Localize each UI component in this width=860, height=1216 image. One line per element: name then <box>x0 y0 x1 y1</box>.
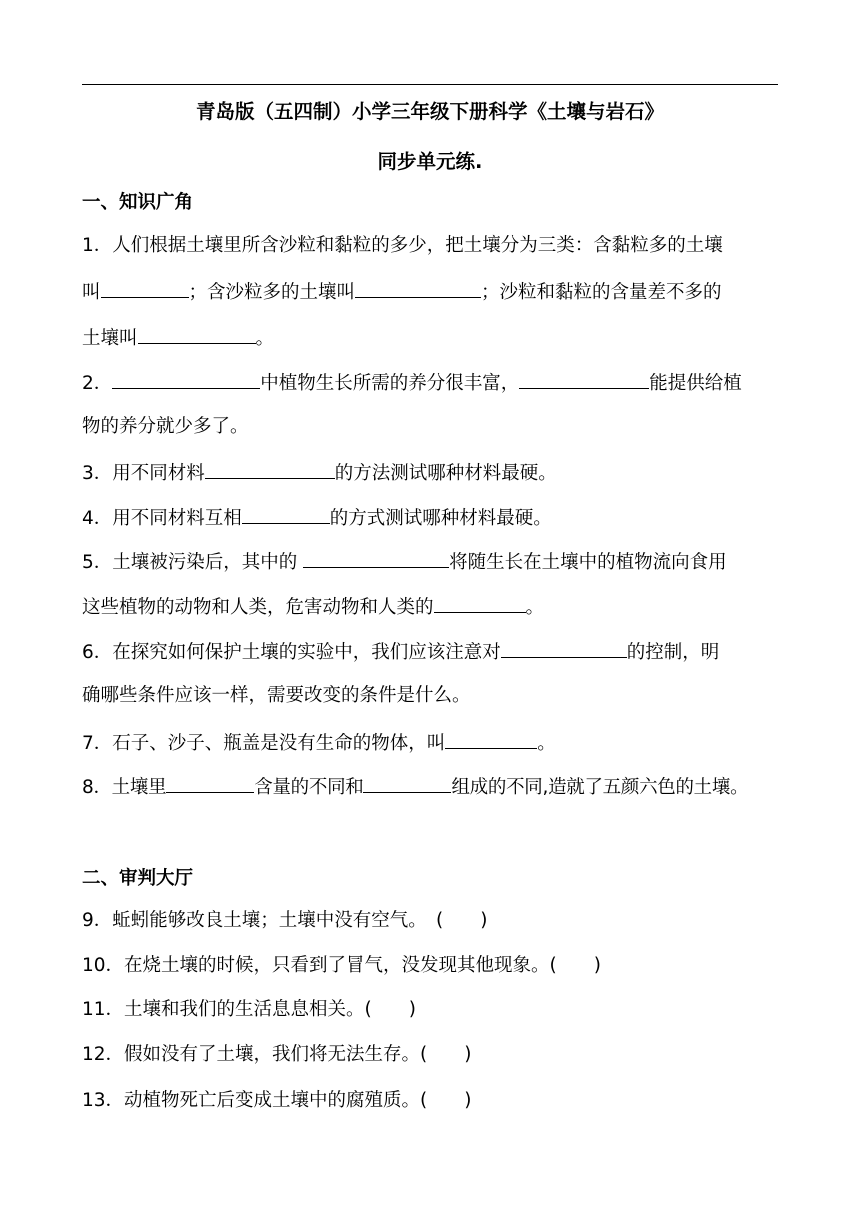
question-10: 10．在烧土壤的时候，只看到了冒气，没发现其他现象。( ) <box>82 955 601 976</box>
question-1-line-3: 土壤叫 。 <box>82 325 274 351</box>
question-5-line-1: 5．土壤被污染后，其中的 将随生长在土壤中的植物流向食用 <box>82 549 727 575</box>
answer-blank[interactable] <box>166 774 254 793</box>
question-11: 11．土壤和我们的生活息息相关。( ) <box>82 999 416 1020</box>
header-rule <box>82 84 778 85</box>
question-7: 7．石子、沙子、瓶盖是没有生命的物体，叫 。 <box>82 730 556 756</box>
answer-blank[interactable] <box>205 460 335 479</box>
document-subtitle: 同步单元练. <box>377 150 483 173</box>
answer-blank[interactable] <box>355 279 481 298</box>
document-title: 青岛版（五四制）小学三年级下册科学《土壤与岩石》 <box>195 100 664 123</box>
answer-blank[interactable] <box>501 639 627 658</box>
question-12: 12．假如没有了土壤，我们将无法生存。( ) <box>82 1044 472 1065</box>
answer-blank[interactable] <box>434 594 526 613</box>
question-13: 13．动植物死亡后变成土壤中的腐殖质。( ) <box>82 1090 472 1111</box>
question-6-line-1: 6．在探究如何保护土壤的实验中，我们应该注意对 的控制，明 <box>82 639 719 665</box>
answer-blank[interactable] <box>363 774 451 793</box>
answer-blank[interactable] <box>101 279 189 298</box>
question-9: 9．蚯蚓能够改良土壤；土壤中没有空气。 ( ) <box>82 910 488 931</box>
answer-blank[interactable] <box>112 370 260 389</box>
answer-blank[interactable] <box>445 730 537 749</box>
question-5-line-2: 这些植物的动物和人类，危害动物和人类的 。 <box>82 594 544 620</box>
answer-blank[interactable] <box>303 549 449 568</box>
answer-blank[interactable] <box>138 325 256 344</box>
question-6-line-2: 确哪些条件应该一样，需要改变的条件是什么。 <box>82 685 471 706</box>
question-1-line-2: 叫 ；含沙粒多的土壤叫 ；沙粒和黏粒的含量差不多的 <box>82 279 722 305</box>
question-2-line-1: 2． 中植物生长所需的养分很丰富， 能提供给植 <box>82 370 742 396</box>
section-heading-knowledge: 一、知识广角 <box>82 192 194 213</box>
question-3: 3．用不同材料 的方法测试哪种材料最硬。 <box>82 460 557 486</box>
question-2-line-2: 物的养分就少多了。 <box>82 416 249 437</box>
section-heading-judgement: 二、审判大厅 <box>82 868 194 889</box>
answer-blank[interactable] <box>519 370 649 389</box>
question-8: 8．土壤里 含量的不同和 组成的不同,造就了五颜六色的土壤。 <box>82 774 748 800</box>
answer-blank[interactable] <box>242 505 330 524</box>
question-1-line-1: 1．人们根据土壤里所含沙粒和黏粒的多少，把土壤分为三类：含黏粒多的土壤 <box>82 235 723 256</box>
question-4: 4．用不同材料互相 的方式测试哪种材料最硬。 <box>82 505 552 531</box>
